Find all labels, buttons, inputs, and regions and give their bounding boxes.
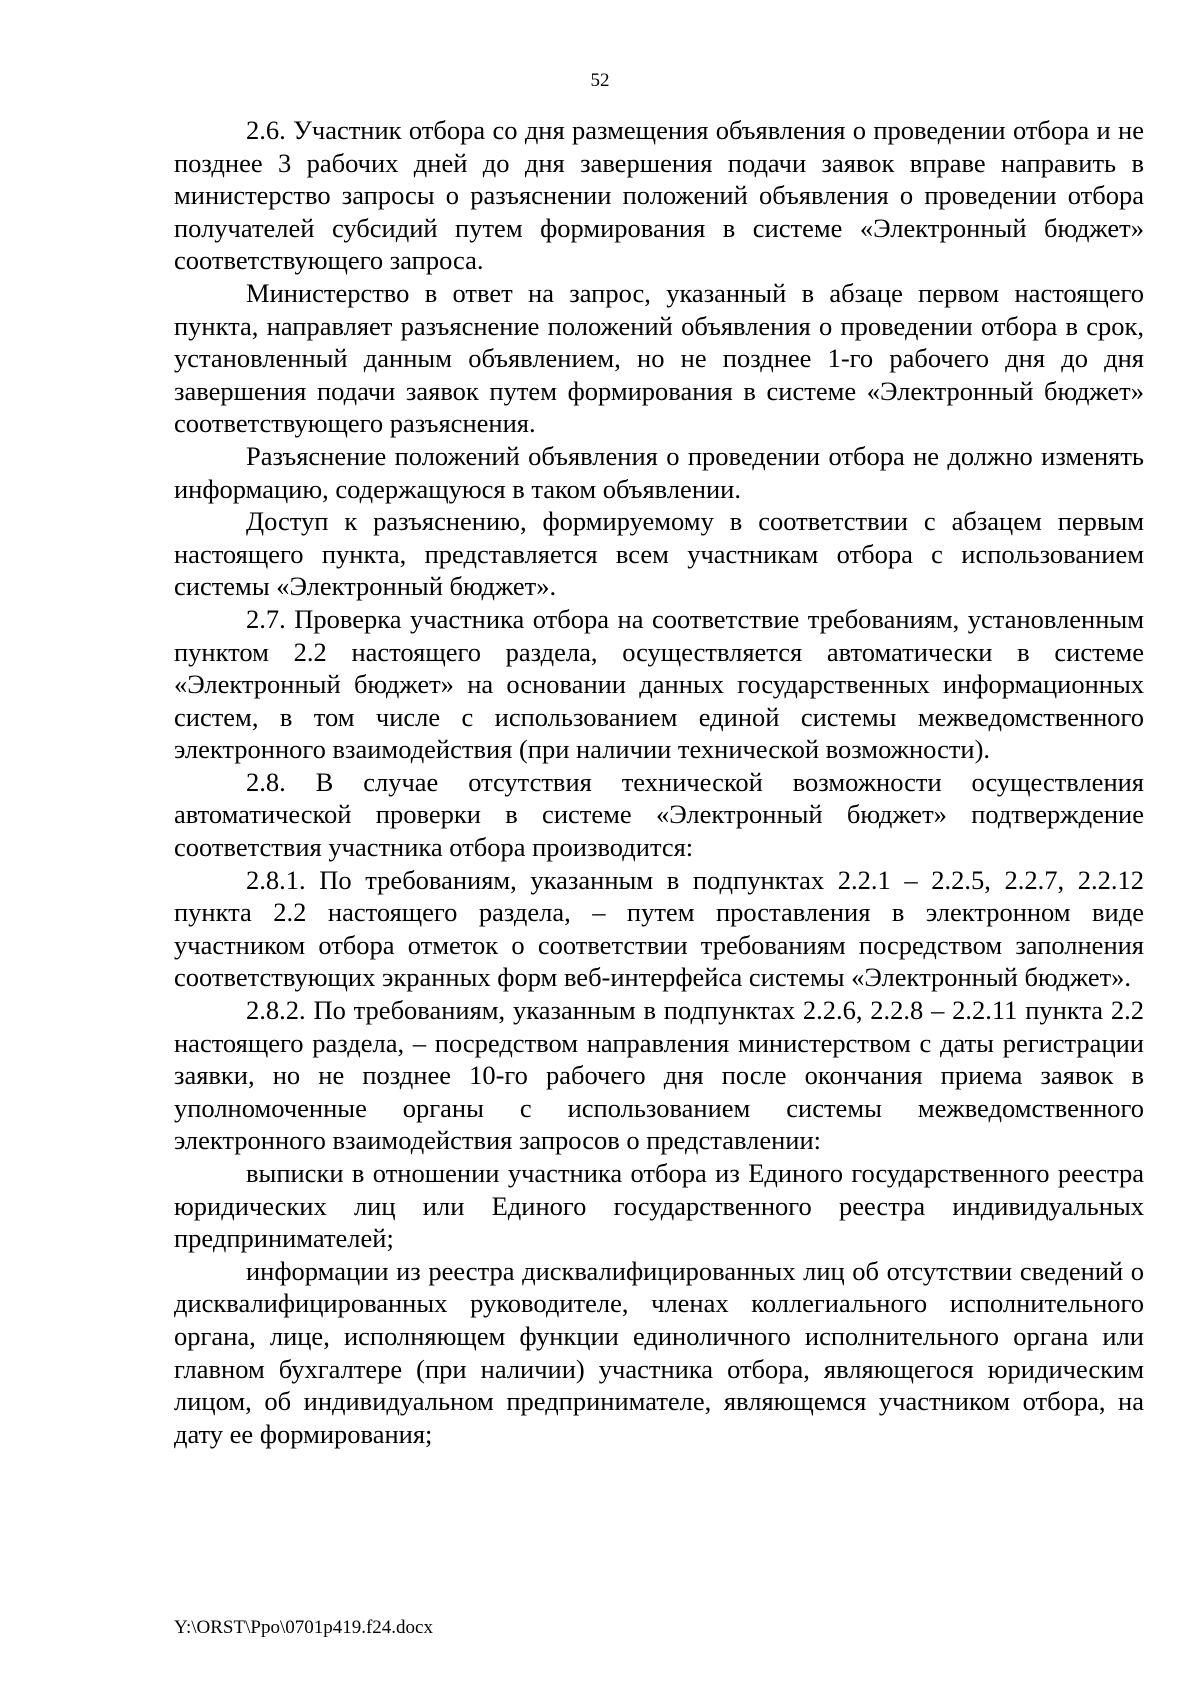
page-number: 52 — [590, 70, 610, 91]
paragraph-2-8-2: 2.8.2. По требованиям, указанным в подпунктах 2.2.6, 2.2.8 – 2.2.11 пункта 2.2 настоящего раздела, – посредством направления министерством с даты регистрации заявки, но не позднее 10-го рабочего дня после окончания приема заявок в уполномоченные органы с использованием системы межведомственного электронного взаимодействия запросов о представлении: — [174, 995, 1144, 1156]
paragraph-registry-extract: выписки в отношении участника отбора из Единого государственного реестра юридических лиц или Единого государственного реестра индивидуальных предпринимателей; — [174, 1158, 1144, 1254]
paragraph-clarification-access: Доступ к разъяснению, формируемому в соответствии с абзацем первым настоящего пункта, представляется всем участникам отбора с использованием системы «Электронный бюджет». — [174, 506, 1144, 602]
file-path-footer: Y:\ORST\Ppo\0701p419.f24.docx — [174, 1617, 433, 1638]
paragraph-ministry-response: Министерство в ответ на запрос, указанный в абзаце первом настоящего пункта, направляет разъяснение положений объявления о проведении отбора в срок, установленный данным объявлением, но не позднее 1-го рабочего дня до дня завершения подачи заявок путем формирования в системе «Электронный бюджет» соответствующего разъяснения. — [174, 277, 1144, 439]
paragraph-2-7: 2.7. Проверка участника отбора на соответствие требованиям, установленным пунктом 2.2 настоящего раздела, осуществляется автоматически в системе «Электронный бюджет» на основании данных государственных информационных систем, в том числе с использованием единой системы межведомственного электронного взаимодействия (при наличии технической возможности). — [174, 603, 1144, 765]
document-body — [174, 114, 1144, 1450]
paragraph-clarification-limits: Разъяснение положений объявления о проведении отбора не должно изменять информацию, содержащуюся в таком объявлении. — [174, 440, 1144, 504]
paragraph-2-8-1: 2.8.1. По требованиям, указанным в подпунктах 2.2.1 – 2.2.5, 2.2.7, 2.2.12 пункта 2.2 настоящего раздела, – путем проставления в электронном виде участником отбора отметок о соответствии требованиям посредством заполнения соответствующих экранных форм веб-интерфейса системы «Электронный бюджет». — [174, 864, 1144, 993]
paragraph-2-6: 2.6. Участник отбора со дня размещения объявления о проведении отбора и не позднее 3 рабочих дней до дня завершения подачи заявок вправе направить в министерство запросы о разъяснении положений объявления о проведении отбора получателей субсидий путем формирования в системе «Электронный бюджет» соответствующего запроса. — [174, 115, 1144, 276]
paragraph-disqualified-registry: информации из реестра дисквалифицированных лиц об отсутствии сведений о дисквалифицированных руководителе, членах коллегиального исполнительного органа, лице, исполняющем функции единоличного исполнительного органа или главном бухгалтере (при наличии) участника отбора, являющегося юридическим лицом, об индивидуальном предпринимателе, являющемся участником отбора, на дату ее формирования; — [174, 1255, 1144, 1449]
paragraph-2-8: 2.8. В случае отсутствия технической возможности осуществления автоматической проверки в системе «Электронный бюджет» подтверждение соответствия участника отбора производится: — [174, 766, 1144, 863]
